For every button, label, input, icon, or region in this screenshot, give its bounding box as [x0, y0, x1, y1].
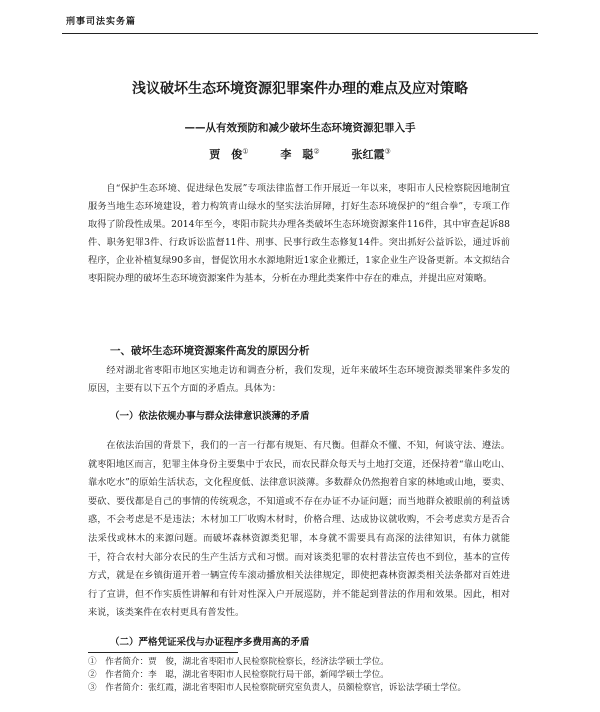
subsection-heading: （一）依法依规办事与群众法律意识淡薄的矛盾 — [110, 411, 310, 422]
body-paragraph: 经对湖北省枣阳市地区实地走访和调查分析，我们发现，近年来破坏生态环境资源类罪案件多发的原因，主要有以下五个方面的矛盾点。具体为： — [88, 365, 510, 394]
subsection-heading: （二）严格凭证采伐与办证程序多费用高的矛盾 — [110, 637, 310, 648]
author — [280, 148, 319, 161]
article-title: 浅议破坏生态环境资源犯罪案件办理的难点及应对策略 — [132, 81, 468, 97]
author-line — [62, 146, 538, 162]
author-name: 贾 俊 — [209, 148, 243, 161]
author — [209, 148, 248, 161]
author-name: 张红霞 — [351, 148, 385, 161]
footnote-marker[interactable]: ① — [242, 147, 249, 156]
abstract-paragraph: 自“保护生态环境、促进绿色发展”专项法律监督工作开展近一年以来，枣阳市人民检察院因地制宜服务当地生态环境建设，着力构筑青山绿水的坚实法治屏障，打好生态环境保护的“组合拳”，专项工作取得了阶段性成果。2014年至今，枣阳市院共办理各类破坏生态环境资源案件116件，其中审查起诉88件、职务犯罪3件、行政诉讼监督11件、刑事、民事行政生态修复14件。突出抓好公益诉讼，通过诉前程序，企业补植复绿90多亩，督促饮用水水源地附近1家企业搬迁，1家企业生产设备更新。本文拟结合枣阳院办理的破坏生态环境资源案件为基本，分析在办理此类案件中存在的难点，并提出应对策略。 — [88, 183, 510, 284]
body-paragraph: 在依法治国的背景下，我们的一言一行都有规矩、有尺衡。但群众不懂、不知，何谈守法、遵法。就枣阳地区而言，犯罪主体身份主要集中于农民，而农民群众每天与土地打交道，还保持着“靠山吃山、靠水吃水”的原始生活状态，文化程度低、法律意识淡薄。多数群众仍然抱着自家的林地或山地，要卖、要砍、要伐都是自己的事情的传统观念，不知道或不存在办证不办证问题；而当地群众被眼前的利益诱惑，不会考虑是不是违法；木材加工厂收购木材时，价格合理、达成协议就收购，不会考虑卖方是否合法采伐或林木的来源问题。而破坏森林资源类犯罪，本身就不需要具有高深的法律知识，有体力就能干，符合农村大部分农民的生产生活方式和习惯。而对该类犯罪的农村普法宣传也不到位，基本的宣传方式，就是在乡镇街道开着一辆宣传车滚动播放相关法律规定，即使把森林资源类相关法条都对百姓进行了宣讲，但不作实质性讲解和有针对性深入户开展巡防，并不能起到普法的作用和效果。因此，相对来说，该类案件在农村更具有普发性。 — [88, 440, 510, 619]
footnote-item: ① 作者简介：贾 俊，湖北省枣阳市人民检察院检察长，经济法学硕士学位。 — [88, 657, 389, 667]
author-name: 李 聪 — [280, 148, 314, 161]
running-head: 刑事司法实务篇 — [66, 17, 137, 27]
footnote-marker[interactable]: ② — [313, 147, 320, 156]
section-heading: 一、破坏生态环境资源案件高发的原因分析 — [110, 345, 310, 357]
footnote-item: ② 作者简介：李 聪，湖北省枣阳市人民检察院行局干部，新闻学硕士学位。 — [88, 670, 389, 680]
header-rule — [62, 33, 538, 34]
article-subtitle: ——从有效预防和减少破坏生态环境资源犯罪入手 — [184, 122, 416, 134]
author — [351, 148, 390, 161]
footnote-list — [88, 656, 518, 695]
footnote-item: ③ 作者简介：张红霞，湖北省枣阳市人民检察院研究室负责人，员额检察官，诉讼法学硕士学位。 — [88, 683, 467, 693]
footnote-marker[interactable]: ③ — [384, 147, 391, 156]
footnote-rule — [88, 652, 238, 653]
